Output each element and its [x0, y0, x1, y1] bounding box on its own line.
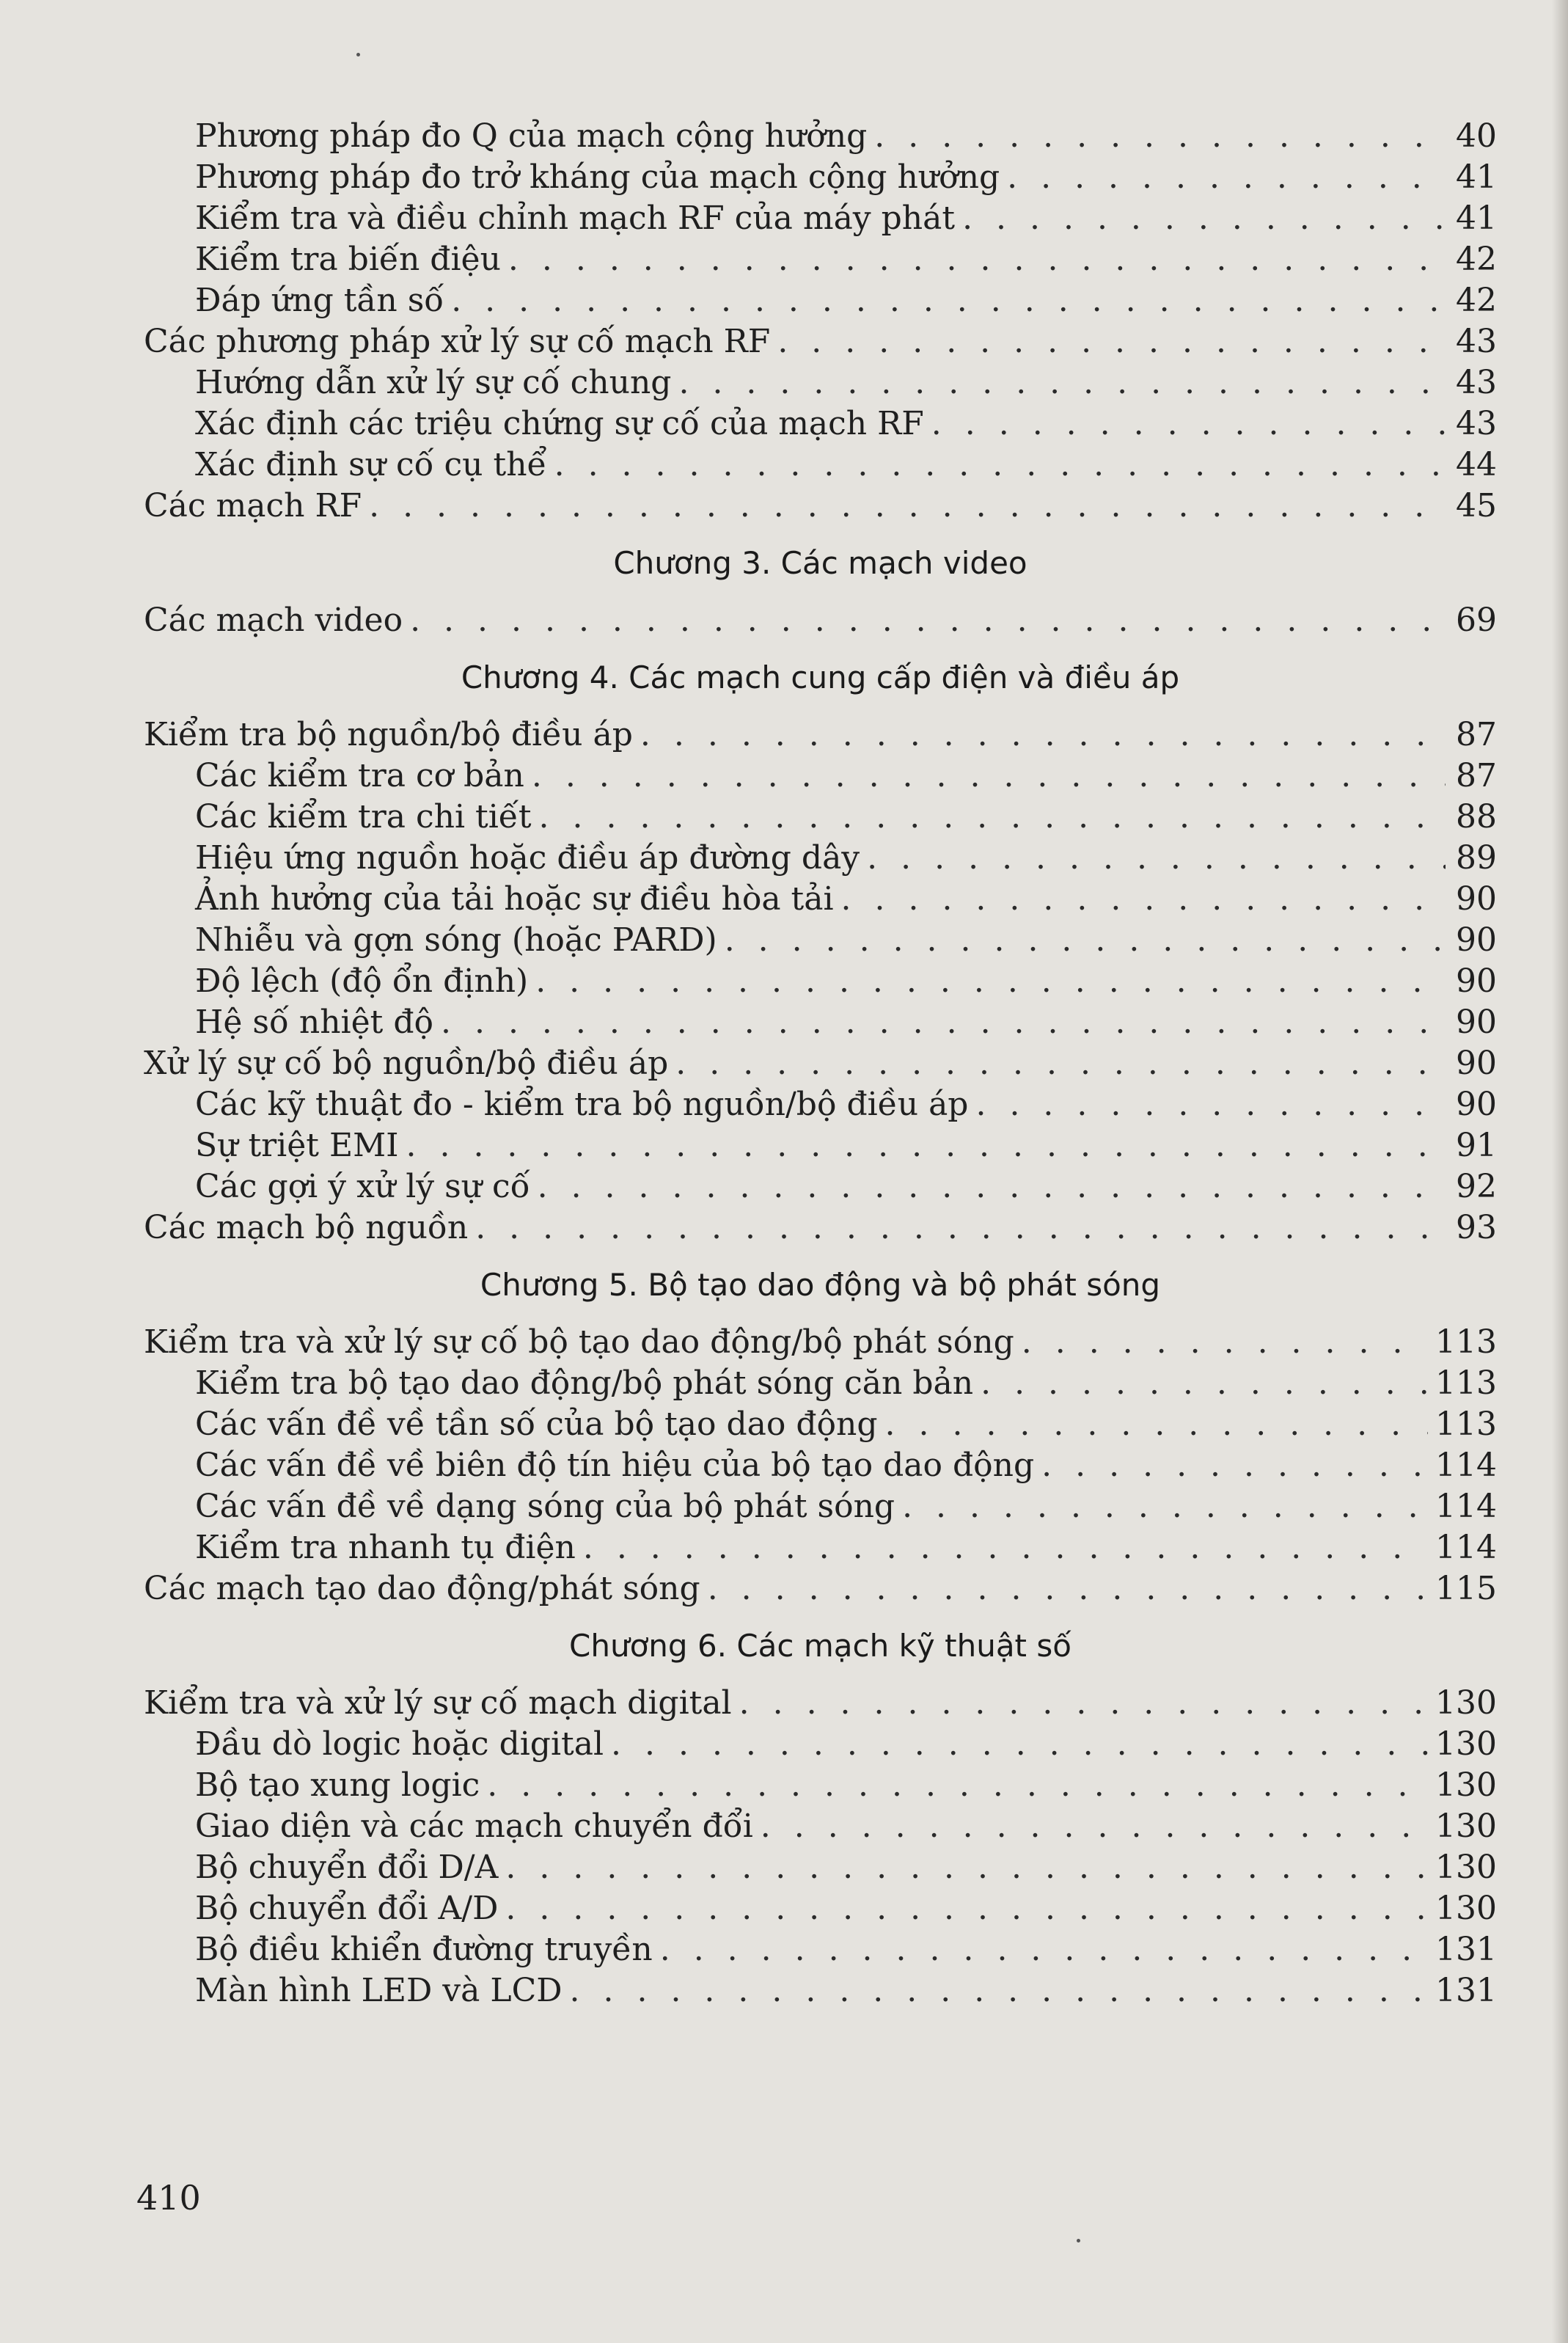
toc-subentry: [144, 198, 1497, 239]
toc-entry-page: 45: [1456, 487, 1497, 524]
toc-entry-title: Các vấn đề về dạng sóng của bộ phát sóng: [195, 1488, 895, 1525]
paper-speck: [1077, 2239, 1080, 2243]
toc-entry-page: 87: [1456, 757, 1497, 794]
toc-entry-page: 90: [1456, 880, 1497, 918]
dot-leader: [931, 403, 1446, 445]
dot-leader: [538, 1166, 1446, 1207]
toc-entry-title: Hiệu ứng nguồn hoặc điều áp đường dây: [195, 839, 860, 877]
toc-entry-title: Các phương pháp xử lý sự cố mạch RF: [144, 323, 771, 360]
toc-entry-page: 90: [1456, 921, 1497, 959]
toc-subentry: [144, 362, 1497, 403]
dot-leader: [1022, 1322, 1428, 1363]
chapter-heading: Chương 5. Bộ tạo dao động và bộ phát sóng: [480, 1267, 1161, 1303]
toc-entry: [144, 1683, 1497, 1724]
dot-leader: [475, 1207, 1446, 1249]
dot-leader: [570, 1970, 1428, 2011]
toc-entry-page: 90: [1456, 1045, 1497, 1082]
toc-entry-title: Hệ số nhiệt độ: [195, 1004, 433, 1041]
chapter-heading: Chương 4. Các mạch cung cấp điện và điều áp: [461, 659, 1180, 695]
toc-entry: [144, 1568, 1497, 1609]
toc-entry-page: 41: [1456, 200, 1497, 237]
toc-entry-title: Đáp ứng tần số: [195, 282, 444, 319]
toc-subentry: [144, 961, 1497, 1002]
dot-leader: [508, 239, 1446, 280]
page-number: 410: [136, 2178, 201, 2218]
toc-entry-page: 91: [1456, 1127, 1497, 1164]
dot-leader: [505, 1847, 1428, 1888]
toc-entry-title: Các kiểm tra chi tiết: [195, 798, 532, 836]
toc-entry-page: 43: [1456, 364, 1497, 401]
toc-entry-title: Xác định các triệu chứng sự cố của mạch RF: [195, 405, 924, 442]
toc-subentry: [144, 920, 1497, 961]
dot-leader: [739, 1683, 1428, 1724]
toc-entry-page: 130: [1435, 1766, 1497, 1804]
toc-entry-title: Bộ chuyển đổi A/D: [195, 1890, 499, 1927]
toc-entry-title: Ảnh hưởng của tải hoặc sự điều hòa tải: [195, 880, 834, 918]
toc-entry-title: Xử lý sự cố bộ nguồn/bộ điều áp: [144, 1045, 669, 1082]
toc-entry: [144, 486, 1497, 527]
toc-entry-title: Kiểm tra và xử lý sự cố mạch digital: [144, 1684, 732, 1722]
toc-entry-page: 130: [1435, 1684, 1497, 1722]
dot-leader: [902, 1486, 1428, 1527]
toc-entry-title: Bộ chuyển đổi D/A: [195, 1849, 499, 1886]
toc-subentry: [144, 1806, 1497, 1847]
dot-leader: [841, 879, 1446, 920]
dot-leader: [675, 1043, 1446, 1084]
toc-subentry: [144, 1404, 1497, 1445]
dot-leader: [535, 961, 1446, 1002]
toc-entry-page: 42: [1456, 282, 1497, 319]
toc-entry-title: Kiểm tra và điều chỉnh mạch RF của máy phát: [195, 200, 956, 237]
toc-subentry: [144, 116, 1497, 157]
toc-entry-page: 114: [1435, 1488, 1497, 1525]
toc-subentry: [144, 1002, 1497, 1043]
chapter-heading: Chương 3. Các mạch video: [613, 545, 1027, 581]
toc-entry: [144, 1207, 1497, 1249]
toc-entry-page: 44: [1456, 446, 1497, 483]
toc-entry-title: Các mạch tạo dao động/phát sóng: [144, 1570, 700, 1607]
chapter-heading: Chương 6. Các mạch kỹ thuật số: [569, 1628, 1071, 1664]
toc-entry-title: Nhiễu và gợn sóng (hoặc PARD): [195, 921, 717, 959]
toc-entry-title: Các mạch RF: [144, 487, 362, 524]
toc-entry-title: Các vấn đề về biên độ tín hiệu của bộ tạo dao động: [195, 1447, 1035, 1484]
toc-entry-page: 130: [1435, 1725, 1497, 1763]
dot-leader: [554, 445, 1446, 486]
dot-leader: [885, 1404, 1428, 1445]
toc-entry-page: 90: [1456, 1086, 1497, 1123]
toc-entry-page: 115: [1435, 1570, 1497, 1607]
toc-entry-title: Màn hình LED và LCD: [195, 1972, 563, 2009]
dot-leader: [532, 756, 1446, 797]
toc-subentry: [144, 1724, 1497, 1765]
toc-subentry: [144, 1125, 1497, 1166]
toc-entry-title: Phương pháp đo trở kháng của mạch cộng hưởng: [195, 158, 1000, 196]
toc-entry-page: 113: [1435, 1364, 1497, 1402]
toc-entry-page: 90: [1456, 962, 1497, 1000]
toc-entry-title: Kiểm tra biến điệu: [195, 241, 501, 278]
toc-entry-page: 114: [1435, 1529, 1497, 1566]
dot-leader: [962, 198, 1446, 239]
toc-entry-title: Các mạch bộ nguồn: [144, 1209, 469, 1246]
toc-entry-page: 130: [1435, 1807, 1497, 1845]
toc-entry-title: Bộ điều khiển đường truyền: [195, 1931, 653, 1968]
toc-entry-page: 88: [1456, 798, 1497, 836]
toc-entry-title: Bộ tạo xung logic: [195, 1766, 480, 1804]
dot-leader: [874, 116, 1446, 157]
dot-leader: [611, 1724, 1428, 1765]
toc-entry-page: 131: [1435, 1972, 1497, 2009]
dot-leader: [583, 1527, 1428, 1568]
dot-leader: [725, 920, 1446, 961]
dot-leader: [1007, 157, 1446, 198]
toc-entry-page: 42: [1456, 241, 1497, 278]
dot-leader: [451, 280, 1446, 321]
toc-subentry: [144, 1084, 1497, 1125]
dot-leader: [867, 838, 1446, 879]
toc-subentry: [144, 1445, 1497, 1486]
dot-leader: [761, 1806, 1428, 1847]
toc-subentry: [144, 1363, 1497, 1404]
toc-entry-title: Phương pháp đo Q của mạch cộng hưởng: [195, 117, 868, 155]
dot-leader: [708, 1568, 1428, 1609]
toc-entry-title: Các gợi ý xử lý sự cố: [195, 1168, 530, 1205]
toc-subentry: [144, 1888, 1497, 1929]
toc-subentry: [144, 280, 1497, 321]
toc-entry-page: 92: [1456, 1168, 1497, 1205]
toc-entry-title: Đầu dò logic hoặc digital: [195, 1725, 604, 1763]
dot-leader: [410, 600, 1446, 641]
dot-leader: [441, 1002, 1446, 1043]
page-edge-shadow: [1552, 0, 1568, 2343]
toc-entry-page: 113: [1435, 1323, 1497, 1361]
toc-entry-title: Các mạch video: [144, 602, 403, 639]
toc-entry-title: Kiểm tra bộ tạo dao động/bộ phát sóng căn bản: [195, 1364, 974, 1402]
toc-entry-page: 130: [1435, 1849, 1497, 1886]
toc-subentry: [144, 445, 1497, 486]
toc-entry-page: 69: [1456, 602, 1497, 639]
toc-entry-page: 41: [1456, 158, 1497, 196]
paper-speck: [356, 53, 360, 56]
dot-leader: [777, 321, 1446, 362]
toc-entry-page: 130: [1435, 1890, 1497, 1927]
toc-entry-title: Kiểm tra bộ nguồn/bộ điều áp: [144, 716, 633, 753]
dot-leader: [369, 486, 1446, 527]
toc-entry: [144, 1043, 1497, 1084]
toc-entry-title: Hướng dẫn xử lý sự cố chung: [195, 364, 672, 401]
toc-subentry: [144, 157, 1497, 198]
toc-entry-page: 90: [1456, 1004, 1497, 1041]
toc-entry-page: 43: [1456, 405, 1497, 442]
toc-subentry: [144, 879, 1497, 920]
toc-entry-page: 131: [1435, 1931, 1497, 1968]
dot-leader: [539, 797, 1446, 838]
toc-entry-page: 43: [1456, 323, 1497, 360]
toc-subentry: [144, 797, 1497, 838]
dot-leader: [406, 1125, 1446, 1166]
dot-leader: [975, 1084, 1446, 1125]
toc-subentry: [144, 1847, 1497, 1888]
toc-entry-title: Giao diện và các mạch chuyển đổi: [195, 1807, 753, 1845]
toc-entry: [144, 600, 1497, 641]
dot-leader: [678, 362, 1446, 403]
dot-leader: [981, 1363, 1428, 1404]
toc-subentry: [144, 1929, 1497, 1970]
toc-entry-page: 114: [1435, 1447, 1497, 1484]
toc-subentry: [144, 1486, 1497, 1527]
toc-entry-page: 87: [1456, 716, 1497, 753]
toc-entry-title: Xác định sự cố cụ thể: [195, 446, 547, 483]
dot-leader: [505, 1888, 1428, 1929]
dot-leader: [1041, 1445, 1428, 1486]
toc-subentry: [144, 838, 1497, 879]
toc-entry-title: Kiểm tra nhanh tụ điện: [195, 1529, 576, 1566]
toc-subentry: [144, 1765, 1497, 1806]
toc-subentry: [144, 1970, 1497, 2011]
toc-entry-title: Các vấn đề về tần số của bộ tạo dao động: [195, 1406, 878, 1443]
toc-entry-title: Kiểm tra và xử lý sự cố bộ tạo dao động/bộ phát sóng: [144, 1323, 1014, 1361]
toc-entry: [144, 1322, 1497, 1363]
toc-entry-title: Các kỹ thuật đo - kiểm tra bộ nguồn/bộ điều áp: [195, 1086, 969, 1123]
toc-subentry: [144, 403, 1497, 445]
toc-entry-page: 113: [1435, 1406, 1497, 1443]
toc-subentry: [144, 1166, 1497, 1207]
toc-subentry: [144, 239, 1497, 280]
toc-entry-page: 93: [1456, 1209, 1497, 1246]
toc-entry: [144, 714, 1497, 756]
dot-leader: [640, 714, 1446, 756]
toc-subentry: [144, 1527, 1497, 1568]
toc-entry: [144, 321, 1497, 362]
table-of-contents: [144, 116, 1497, 2011]
toc-entry-title: Sự triệt EMI: [195, 1127, 399, 1164]
dot-leader: [660, 1929, 1428, 1970]
toc-entry-page: 89: [1456, 839, 1497, 877]
dot-leader: [487, 1765, 1428, 1806]
toc-subentry: [144, 756, 1497, 797]
toc-entry-title: Độ lệch (độ ổn định): [195, 962, 529, 1000]
toc-entry-page: 40: [1456, 117, 1497, 155]
toc-entry-title: Các kiểm tra cơ bản: [195, 757, 524, 794]
